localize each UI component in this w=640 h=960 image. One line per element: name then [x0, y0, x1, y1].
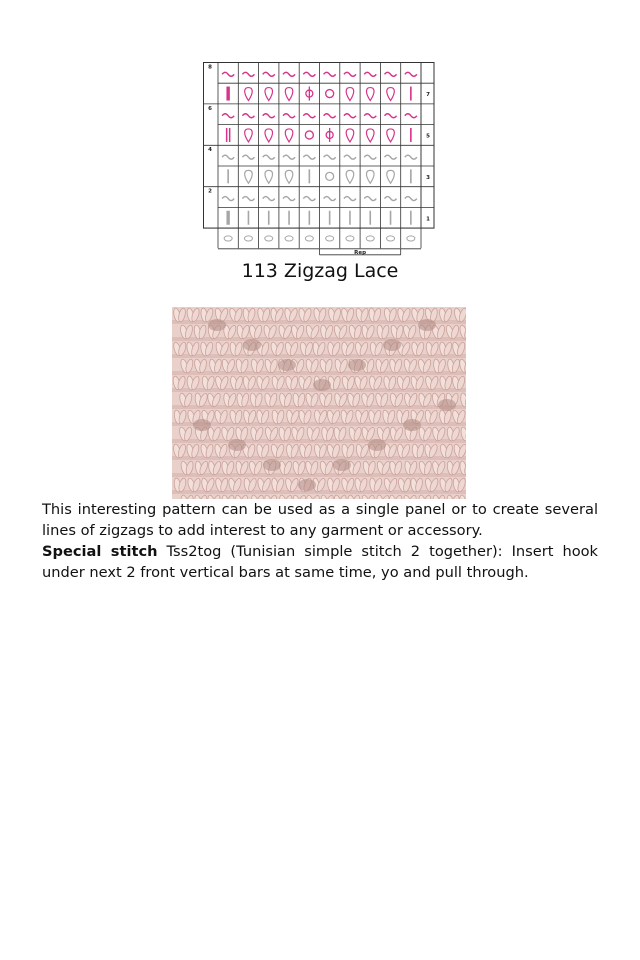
oval-stitch-symbol	[346, 236, 354, 241]
wave-stitch-symbol	[303, 197, 315, 201]
row-number-right: 5	[426, 133, 430, 140]
wave-stitch-symbol	[364, 197, 376, 201]
oval-stitch-symbol	[285, 236, 293, 241]
teardrop-stitch-symbol	[387, 170, 395, 183]
row-number-left: 6	[208, 105, 212, 112]
phi-stitch-symbol	[306, 87, 313, 101]
teardrop-stitch-symbol	[285, 129, 293, 142]
wave-stitch-symbol	[364, 114, 376, 118]
wave-stitch-symbol	[364, 72, 376, 76]
teardrop-stitch-symbol	[245, 170, 253, 183]
teardrop-stitch-symbol	[346, 129, 354, 142]
special-stitch-label: Special stitch	[42, 543, 158, 560]
wave-stitch-symbol	[263, 114, 275, 118]
wave-stitch-symbol	[344, 72, 356, 76]
wave-stitch-symbol	[242, 72, 254, 76]
row-number-right: 1	[426, 216, 430, 223]
wave-stitch-symbol	[385, 197, 397, 201]
special-stitch-body: Tss2tog (Tunisian simple stitch 2 together): Insert hook under next 2 front vertical bars at same time, yo and pull through.	[42, 543, 598, 581]
teardrop-stitch-symbol	[285, 170, 293, 183]
wave-stitch-symbol	[263, 155, 275, 159]
circle-stitch-symbol	[326, 172, 334, 180]
teardrop-stitch-symbol	[366, 129, 374, 142]
special-stitch-paragraph	[42, 541, 598, 583]
row-number-left: 4	[208, 147, 212, 154]
wave-stitch-symbol	[303, 114, 315, 118]
oval-stitch-symbol	[244, 236, 252, 241]
teardrop-stitch-symbol	[346, 170, 354, 183]
circle-stitch-symbol	[305, 131, 313, 139]
wave-stitch-symbol	[324, 114, 336, 118]
teardrop-stitch-symbol	[387, 129, 395, 142]
wave-stitch-symbol	[222, 197, 234, 201]
wave-stitch-symbol	[222, 155, 234, 159]
wave-stitch-symbol	[385, 72, 397, 76]
teardrop-stitch-symbol	[285, 88, 293, 101]
phi-stitch-symbol	[326, 128, 333, 142]
pattern-description	[42, 499, 598, 583]
pattern-title: 113 Zigzag Lace	[241, 260, 399, 282]
wave-stitch-symbol	[303, 72, 315, 76]
teardrop-stitch-symbol	[366, 88, 374, 101]
wave-stitch-symbol	[364, 155, 376, 159]
wave-stitch-symbol	[242, 114, 254, 118]
row-number-right: 3	[426, 174, 430, 181]
wave-stitch-symbol	[405, 114, 417, 118]
oval-stitch-symbol	[366, 236, 374, 241]
wave-stitch-symbol	[263, 197, 275, 201]
teardrop-stitch-symbol	[265, 88, 273, 101]
teardrop-stitch-symbol	[265, 129, 273, 142]
intro-paragraph: This interesting pattern can be used as a single panel or to create several lines of zigzags to add interest to any garment or accessory.	[42, 501, 598, 539]
wave-stitch-symbol	[283, 155, 295, 159]
wave-stitch-symbol	[324, 197, 336, 201]
circle-stitch-symbol	[326, 90, 334, 98]
teardrop-stitch-symbol	[245, 88, 253, 101]
oval-stitch-symbol	[326, 236, 334, 241]
oval-stitch-symbol	[305, 236, 313, 241]
knitted-swatch-photo	[172, 307, 466, 499]
wave-stitch-symbol	[263, 72, 275, 76]
teardrop-stitch-symbol	[346, 88, 354, 101]
double-bar-stitch-symbol	[227, 128, 230, 142]
wave-stitch-symbol	[303, 155, 315, 159]
wave-stitch-symbol	[344, 114, 356, 118]
wave-stitch-symbol	[344, 155, 356, 159]
teardrop-stitch-symbol	[245, 129, 253, 142]
row-number-right: 7	[426, 92, 430, 99]
wave-stitch-symbol	[344, 197, 356, 201]
wave-stitch-symbol	[242, 155, 254, 159]
teardrop-stitch-symbol	[387, 88, 395, 101]
wave-stitch-symbol	[385, 155, 397, 159]
wave-stitch-symbol	[324, 155, 336, 159]
wave-stitch-symbol	[242, 197, 254, 201]
wave-stitch-symbol	[405, 197, 417, 201]
wave-stitch-symbol	[283, 72, 295, 76]
repeat-label: Rep	[354, 249, 367, 256]
wave-stitch-symbol	[222, 72, 234, 76]
oval-stitch-symbol	[407, 236, 415, 241]
teardrop-stitch-symbol	[366, 170, 374, 183]
wave-stitch-symbol	[324, 72, 336, 76]
oval-stitch-symbol	[265, 236, 273, 241]
oval-stitch-symbol	[387, 236, 395, 241]
wave-stitch-symbol	[283, 114, 295, 118]
teardrop-stitch-symbol	[265, 170, 273, 183]
wave-stitch-symbol	[405, 72, 417, 76]
wave-stitch-symbol	[222, 114, 234, 118]
wave-stitch-symbol	[283, 197, 295, 201]
row-number-left: 2	[208, 188, 212, 195]
oval-stitch-symbol	[224, 236, 232, 241]
row-number-left: 8	[208, 64, 212, 71]
wave-stitch-symbol	[405, 155, 417, 159]
wave-stitch-symbol	[385, 114, 397, 118]
stitch-chart	[203, 62, 435, 262]
